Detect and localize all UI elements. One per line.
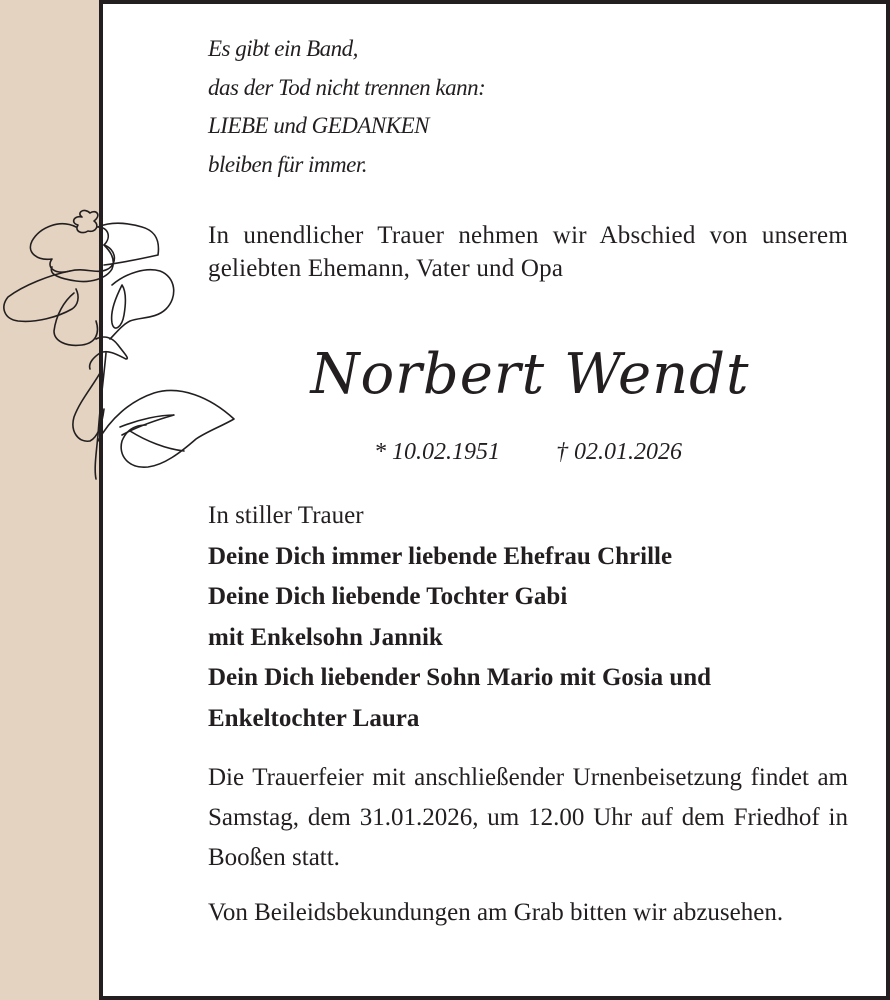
condolence-note: Von Beileidsbekundungen am Grab bitten wir abzusehen. bbox=[208, 899, 784, 926]
mourners-lead: In stiller Trauer bbox=[208, 502, 364, 529]
service-info: Die Trauerfeier mit anschließender Urnenbeisetzung findet am Samstag, dem 31.01.2026, um 12.00 Uhr auf dem Friedhof in Booßen statt. bbox=[208, 764, 848, 871]
mourner-line: Deine Dich immer liebende Ehefrau Chrille bbox=[208, 542, 673, 570]
mourners bbox=[208, 496, 848, 739]
mourner-line: mit Enkelsohn Jannik bbox=[208, 623, 443, 651]
deceased-name: Norbert Wendt bbox=[310, 342, 750, 407]
birth-symbol: * bbox=[374, 439, 386, 465]
rose-line-drawing-icon bbox=[0, 205, 240, 485]
poem-line: LIEBE und GEDANKEN bbox=[208, 113, 429, 138]
poem bbox=[208, 30, 848, 184]
poem-line: das der Tod nicht trennen kann: bbox=[208, 74, 486, 100]
death-cross-icon: † bbox=[556, 439, 568, 465]
life-dates bbox=[208, 435, 848, 469]
birth-date: 10.02.1951 bbox=[392, 439, 500, 465]
mourner-line: Deine Dich liebende Tochter Gabi bbox=[208, 583, 568, 610]
intro-text: In unendlicher Trauer nehmen wir Abschied von unserem geliebten Ehemann, Vater und Opa bbox=[208, 222, 848, 282]
poem-line: Es gibt ein Band, bbox=[208, 36, 358, 61]
mourner-line: Enkeltochter Laura bbox=[208, 704, 420, 732]
mourner-line: Dein Dich liebender Sohn Mario mit Gosia und bbox=[208, 664, 712, 691]
death-date: 02.01.2026 bbox=[574, 439, 682, 465]
poem-line: bleiben für immer. bbox=[208, 151, 368, 177]
